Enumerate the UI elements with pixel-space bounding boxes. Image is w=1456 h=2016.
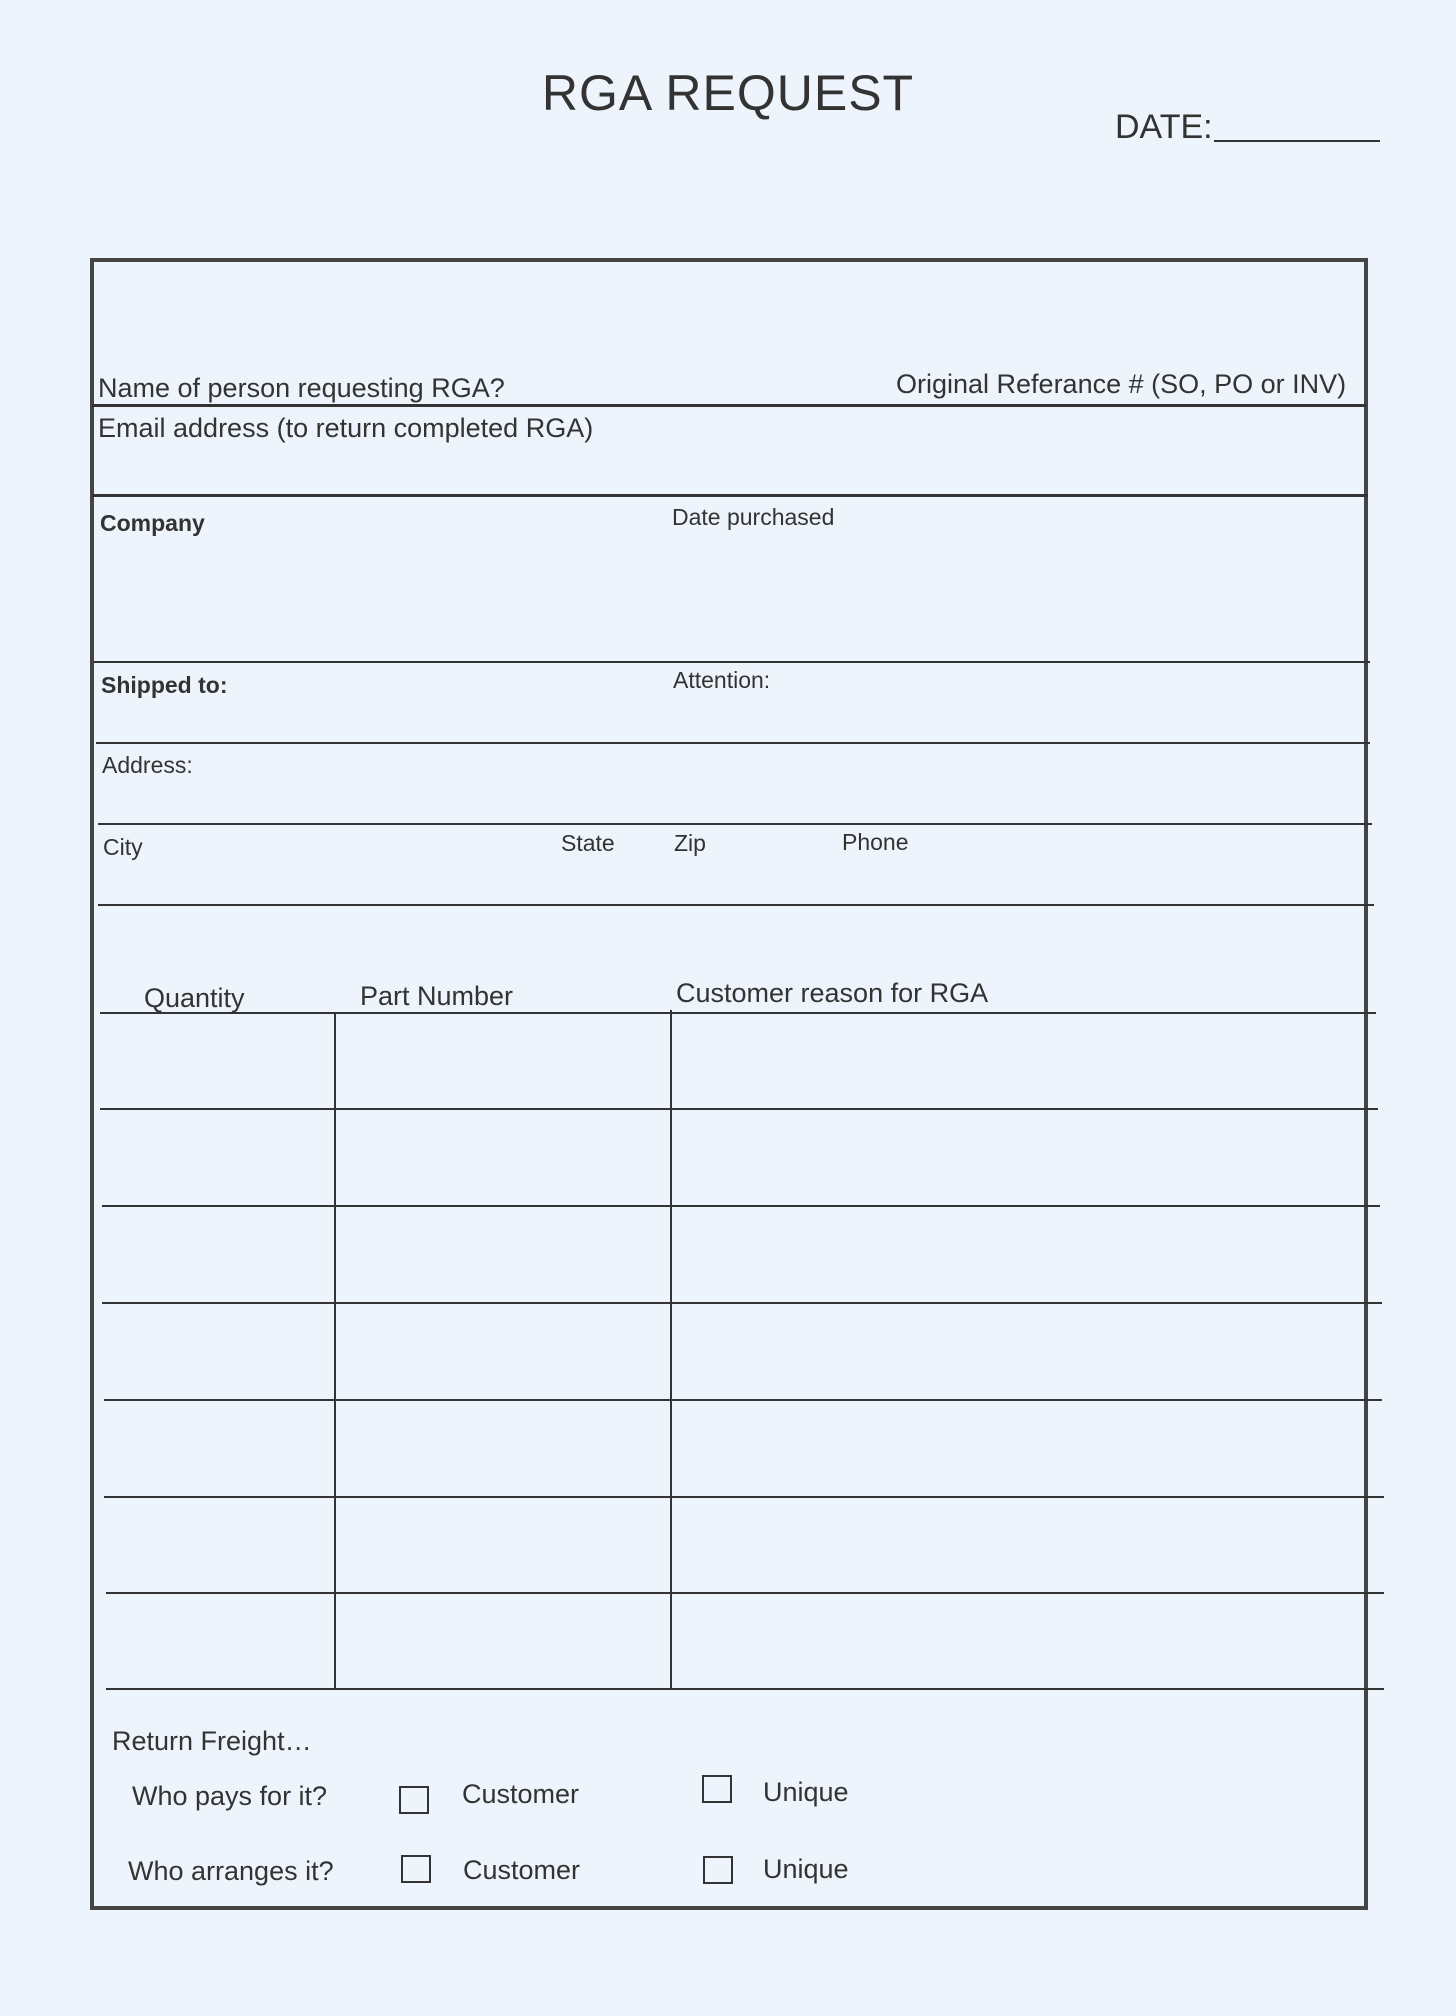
table-row-line <box>100 1108 1378 1110</box>
table-row-line <box>104 1496 1384 1498</box>
who-pays-customer-label: Customer <box>462 1779 580 1809</box>
divider <box>94 661 1370 663</box>
date-purchased-input[interactable] <box>672 548 1352 588</box>
part-number-cell[interactable] <box>338 1404 666 1492</box>
column-header-reason: Customer reason for RGA <box>676 978 989 1008</box>
date-purchased-label: Date purchased <box>672 504 835 530</box>
state-input[interactable] <box>561 866 661 902</box>
reason-cell[interactable] <box>674 1210 1376 1298</box>
table-row-line <box>104 1399 1382 1401</box>
email-label: Email address (to return completed RGA) <box>98 413 594 443</box>
column-header-part-number: Part Number <box>360 981 514 1011</box>
zip-input[interactable] <box>674 866 824 902</box>
city-label: City <box>103 834 143 860</box>
reason-cell[interactable] <box>674 1016 1374 1104</box>
date-label: DATE: <box>1115 108 1213 146</box>
zip-label: Zip <box>674 830 706 856</box>
who-pays-label: Who pays for it? <box>132 1781 328 1811</box>
who-arranges-unique-checkbox[interactable] <box>703 1856 733 1884</box>
quantity-cell[interactable] <box>108 1404 332 1492</box>
shipped-to-input[interactable] <box>101 705 661 741</box>
who-arranges-label: Who arranges it? <box>128 1856 334 1886</box>
requester-name-input[interactable] <box>100 300 1350 360</box>
company-label: Company <box>100 510 205 536</box>
date-field-line[interactable] <box>1214 140 1380 142</box>
column-header-quantity: Quantity <box>144 983 245 1013</box>
reason-cell[interactable] <box>674 1307 1376 1395</box>
return-freight-heading: Return Freight… <box>112 1726 312 1756</box>
part-number-cell[interactable] <box>338 1113 666 1201</box>
table-column-line <box>670 1010 672 1690</box>
divider <box>98 904 1374 906</box>
divider <box>98 823 1372 825</box>
requester-name-label: Name of person requesting RGA? <box>98 373 505 403</box>
table-row-line <box>106 1688 1384 1690</box>
state-label: State <box>561 830 615 856</box>
address-input[interactable] <box>102 785 1352 821</box>
who-arranges-customer-checkbox[interactable] <box>401 1855 431 1883</box>
email-input[interactable] <box>100 450 1350 492</box>
phone-input[interactable] <box>842 866 1352 902</box>
part-number-cell[interactable] <box>338 1596 666 1684</box>
shipped-to-label: Shipped to: <box>101 672 228 698</box>
part-number-cell[interactable] <box>338 1016 666 1104</box>
phone-label: Phone <box>842 829 909 855</box>
who-arranges-customer-label: Customer <box>463 1855 581 1885</box>
reason-cell[interactable] <box>674 1113 1374 1201</box>
who-arranges-unique-label: Unique <box>763 1854 849 1884</box>
quantity-cell[interactable] <box>106 1307 332 1395</box>
original-reference-label: Original Referance # (SO, PO or INV) <box>896 369 1347 399</box>
divider <box>92 494 1368 497</box>
quantity-cell[interactable] <box>110 1596 332 1684</box>
divider <box>92 404 1366 407</box>
quantity-cell[interactable] <box>106 1210 332 1298</box>
table-row-line <box>100 1012 1376 1014</box>
table-row-line <box>102 1205 1380 1207</box>
company-input[interactable] <box>100 548 660 588</box>
reason-cell[interactable] <box>674 1596 1378 1684</box>
who-pays-unique-checkbox[interactable] <box>702 1775 732 1803</box>
quantity-cell[interactable] <box>104 1016 330 1104</box>
city-input[interactable] <box>103 866 543 902</box>
address-label: Address: <box>102 752 193 778</box>
page-title: RGA REQUEST <box>541 65 915 121</box>
table-row-line <box>106 1592 1384 1594</box>
part-number-cell[interactable] <box>338 1210 666 1298</box>
who-pays-unique-label: Unique <box>763 1777 849 1807</box>
attention-input[interactable] <box>673 705 1353 741</box>
table-column-line <box>334 1012 336 1690</box>
quantity-cell[interactable] <box>104 1113 330 1201</box>
reason-cell[interactable] <box>674 1500 1378 1588</box>
attention-label: Attention: <box>673 667 771 693</box>
reason-cell[interactable] <box>674 1404 1378 1492</box>
who-pays-customer-checkbox[interactable] <box>399 1786 429 1814</box>
part-number-cell[interactable] <box>338 1307 666 1395</box>
table-row-line <box>102 1302 1382 1304</box>
part-number-cell[interactable] <box>338 1500 666 1588</box>
quantity-cell[interactable] <box>108 1500 332 1588</box>
divider <box>96 742 1370 744</box>
